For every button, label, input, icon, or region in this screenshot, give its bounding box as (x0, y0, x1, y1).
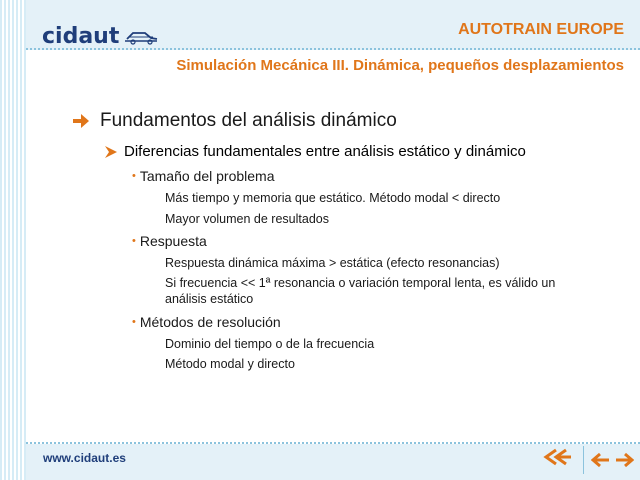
list-item: Dominio del tiempo o de la frecuencia (165, 337, 375, 351)
section-heading: Fundamentos del análisis dinámico (100, 110, 397, 131)
footer-url: www.cidaut.es (43, 451, 126, 465)
previous-page-icon (591, 452, 611, 468)
next-page-button[interactable] (613, 450, 635, 470)
section-title-text: Métodos de resolución (139, 314, 281, 330)
section-title-text: Respuesta (139, 233, 207, 249)
list-item: Si frecuencia << 1ª resonancia o variación temporal lenta, es válido un análisis estático (165, 276, 556, 306)
logo-text: cidaut (42, 23, 120, 49)
bullet: • (132, 170, 136, 182)
first-page-button[interactable] (541, 446, 573, 468)
list-item: Respuesta dinámica máxima > estática (efecto resonancias) (165, 256, 500, 270)
next-page-icon (614, 452, 634, 468)
chevron-right-icon (104, 145, 118, 159)
first-page-icon (542, 448, 572, 466)
arrow-right-icon (72, 113, 90, 129)
brand-title: AUTOTRAIN EUROPE (458, 21, 624, 38)
nav-separator (583, 446, 584, 474)
heading-item (72, 110, 397, 132)
subheading: Diferencias fundamentales entre análisis estático y dinámico (124, 143, 526, 160)
list-item: Mayor volumen de resultados (165, 212, 329, 226)
section-title (132, 233, 207, 249)
subheading-item (104, 143, 526, 160)
list-item: Método modal y directo (165, 357, 295, 371)
bullet: • (132, 235, 136, 247)
section-title (132, 168, 275, 184)
section-title (132, 314, 281, 330)
previous-page-button[interactable] (590, 450, 612, 470)
list-item: Más tiempo y memoria que estático. Método modal < directo (165, 191, 501, 205)
section-title-text: Tamaño del problema (139, 168, 275, 184)
slide-subtitle: Simulación Mecánica III. Dinámica, pequeños desplazamientos (176, 57, 624, 74)
bullet: • (132, 316, 136, 328)
